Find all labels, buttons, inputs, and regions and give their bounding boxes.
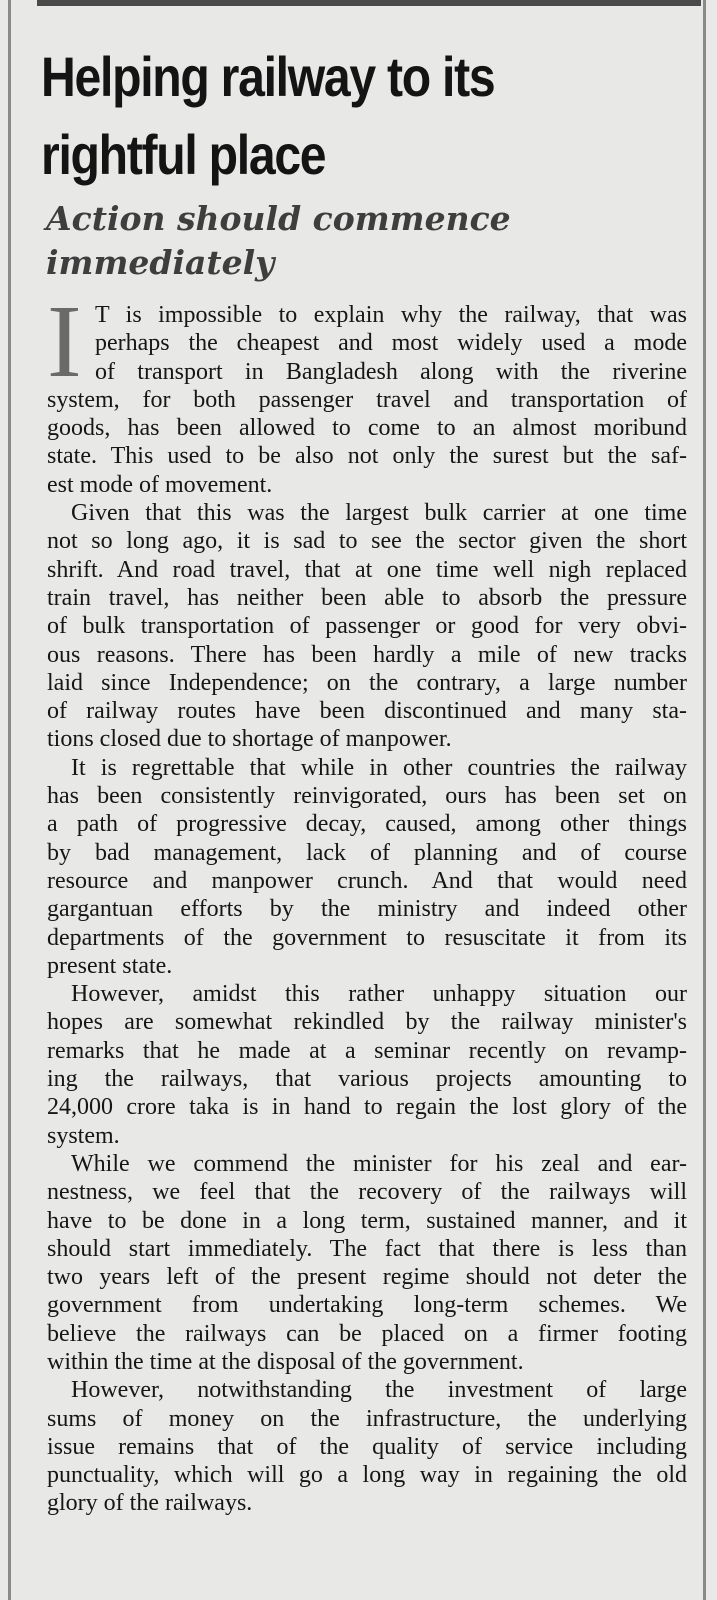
paragraph-5-line: nestness, we feel that the recovery of the railways will [47, 1179, 687, 1206]
article-body [47, 284, 687, 1518]
paragraph-3-line: a path of progressive decay, caused, among other things [47, 811, 687, 838]
paragraph-2-line: of bulk transportation of passenger or good for very obvi- [47, 613, 687, 640]
paragraph-3-line: by bad management, lack of planning and of course [47, 839, 687, 866]
top-rule [37, 0, 701, 6]
paragraph-6-line: However, notwithstanding the investment of large [71, 1377, 687, 1404]
subheadline-line-1: Action should commence [46, 199, 511, 238]
paragraph-5-line: have to be done in a long term, sustained manner, and it [47, 1207, 687, 1234]
paragraph-1-line: est mode of movement. [47, 471, 273, 498]
paragraph-6-line: sums of money on the infrastructure, the underlying [47, 1405, 687, 1432]
paragraph-5-line: While we commend the minister for his zeal and ear- [71, 1150, 687, 1177]
paragraph-3-line: resource and manpower crunch. And that would need [47, 867, 687, 894]
paragraph-2-line: train travel, has neither been able to absorb the pressure [47, 584, 687, 611]
paragraph-1-line: system, for both passenger travel and transportation of [47, 386, 687, 413]
paragraph-3-line: departments of the government to resuscitate it from its [47, 924, 687, 951]
paragraph-4-line: However, amidst this rather unhappy situation our [71, 981, 687, 1008]
paragraph-1-line: T is impossible to explain why the railway, that was [95, 302, 687, 328]
paragraph-4-line: system. [47, 1122, 120, 1149]
headline [41, 38, 600, 194]
paragraph-5-line: two years left of the present regime should not deter the [47, 1264, 687, 1291]
paragraph-5-line: should start immediately. The fact that there is less than [47, 1235, 687, 1262]
paragraph-2-line: Given that this was the largest bulk carrier at one time [71, 500, 687, 527]
paragraph-2-line: laid since Independence; on the contrary, a large number [47, 669, 687, 696]
paragraph-2-line: of railway routes have been discontinued and many sta- [47, 698, 687, 725]
paragraph-1-line: goods, has been allowed to come to an almost moribund [47, 415, 687, 442]
paragraph-1-line: state. This used to be also not only the surest but the saf- [47, 443, 687, 470]
subheadline [46, 197, 696, 285]
subheadline-line-2: immediately [46, 243, 275, 282]
paragraph-2-line: shrift. And road travel, that at one time well nigh replaced [47, 556, 687, 583]
newspaper-column [8, 0, 706, 1600]
paragraph-3-line: gargantuan efforts by the ministry and indeed other [47, 896, 687, 923]
paragraph-5-line: believe the railways can be placed on a firmer footing [47, 1320, 687, 1347]
paragraph-2-line: tions closed due to shortage of manpower. [47, 726, 452, 753]
paragraph-2-line: ous reasons. There has been hardly a mile of new tracks [47, 641, 687, 668]
paragraph-1-line: of transport in Bangladesh along with the riverine [95, 358, 687, 385]
paragraph-4-line: ing the railways, that various projects amounting to [47, 1066, 687, 1093]
drop-cap: I [47, 284, 82, 399]
paragraph-4-line: hopes are somewhat rekindled by the railway minister's [47, 1009, 687, 1036]
paragraph-5-line: within the time at the disposal of the government. [47, 1348, 524, 1375]
paragraph-4-line: remarks that he made at a seminar recently on revamp- [47, 1037, 687, 1064]
paragraph-4-line: 24,000 crore taka is in hand to regain the lost glory of the [47, 1094, 687, 1121]
paragraph-2-line: not so long ago, it is sad to see the sector given the short [47, 528, 687, 555]
paragraph-6-line: glory of the railways. [47, 1490, 253, 1517]
headline-line-1: Helping railway to its [41, 45, 495, 108]
paragraph-5-line: government from undertaking long-term schemes. We [47, 1292, 687, 1319]
paragraph-1-line: perhaps the cheapest and most widely used a mode [95, 330, 687, 357]
paragraph-3-line: It is regrettable that while in other countries the railway [71, 754, 687, 781]
paragraph-3-line: present state. [47, 952, 173, 979]
paragraph-6-line: issue remains that of the quality of service including [47, 1433, 687, 1460]
headline-line-2: rightful place [41, 123, 326, 186]
paragraph-6-line: punctuality, which will go a long way in regaining the old [47, 1462, 687, 1489]
paragraph-3-line: has been consistently reinvigorated, ours has been set on [47, 783, 687, 810]
